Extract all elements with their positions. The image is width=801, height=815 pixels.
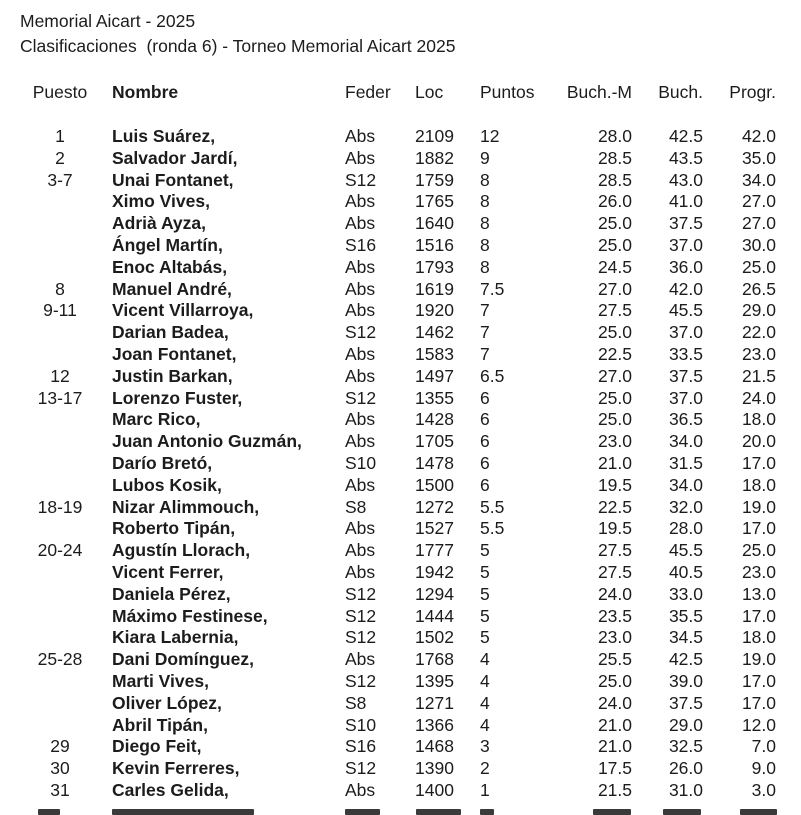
cell-puntos: 5 (480, 540, 490, 561)
cell-loc: 1583 (415, 343, 454, 364)
cell-buch: 37.5 (668, 692, 703, 713)
cell-nombre: Diego Feit, (112, 736, 202, 757)
column-header-buch: Buch. (658, 82, 703, 102)
cropped-text-fragment (593, 809, 631, 815)
cell-buch-m: 28.5 (597, 147, 632, 168)
cell-loc: 1462 (415, 322, 454, 343)
cell-loc: 1768 (415, 649, 454, 670)
cell-loc: 1765 (415, 191, 454, 212)
cell-buch: 42.0 (668, 278, 703, 299)
cell-progr: 34.0 (741, 169, 776, 190)
cell-loc: 1272 (415, 496, 454, 517)
table-row (0, 409, 801, 431)
cell-nombre: Nizar Alimmouch, (112, 496, 260, 517)
cell-feder: S12 (345, 670, 377, 691)
cell-feder: Abs (345, 561, 376, 582)
cell-progr: 21.5 (741, 365, 776, 386)
cell-puntos: 4 (480, 692, 490, 713)
cell-nombre: Lubos Kosik, (112, 474, 222, 495)
cell-puesto: 9-11 (43, 300, 77, 321)
cell-nombre: Joan Fontanet, (112, 343, 237, 364)
cell-nombre: Unai Fontanet, (112, 169, 234, 190)
cell-puntos: 3 (480, 736, 490, 757)
cell-feder: S10 (345, 452, 377, 473)
cell-nombre: Kiara Labernia, (112, 627, 239, 648)
cell-progr: 25.0 (741, 256, 776, 277)
cell-feder: Abs (345, 126, 376, 146)
cell-progr: 24.0 (741, 387, 776, 408)
cell-nombre: Darian Badea, (112, 322, 229, 343)
cell-loc: 1705 (415, 431, 454, 452)
cell-buch: 39.0 (668, 670, 703, 691)
table-row (0, 235, 801, 257)
cell-progr: 19.0 (741, 496, 776, 517)
cell-nombre: Juan Antonio Guzmán, (112, 431, 302, 452)
cell-buch-m: 17.5 (597, 758, 632, 779)
cell-puntos: 2 (480, 758, 490, 779)
table-row (0, 780, 801, 802)
table-header-row (0, 81, 801, 103)
cell-feder: Abs (345, 431, 376, 452)
cell-buch-m: 24.0 (597, 692, 632, 713)
cell-buch: 37.0 (668, 234, 703, 255)
table-row (0, 518, 801, 540)
cell-loc: 2109 (415, 126, 454, 146)
cell-feder: S16 (345, 736, 377, 757)
cell-buch-m: 21.5 (597, 779, 632, 800)
cell-feder: Abs (345, 409, 376, 430)
cell-buch-m: 25.0 (597, 234, 632, 255)
cropped-text-fragment (663, 809, 701, 815)
cell-loc: 1942 (415, 561, 454, 582)
cell-feder: S12 (345, 627, 377, 648)
cell-nombre: Kevin Ferreres, (112, 758, 240, 779)
cell-loc: 1428 (415, 409, 454, 430)
cell-nombre: Marc Rico, (112, 409, 201, 430)
column-header-progr: Progr. (729, 82, 776, 102)
cell-puntos: 6.5 (480, 365, 505, 386)
column-header-buch-m: Buch.-M (566, 82, 632, 102)
table-row (0, 584, 801, 606)
cell-loc: 1444 (415, 605, 454, 626)
column-header-puesto: Puesto (32, 82, 88, 102)
cell-nombre: Justin Barkan, (112, 365, 233, 386)
cell-puesto: 8 (55, 278, 65, 299)
cell-loc: 1882 (415, 147, 454, 168)
cell-loc: 1468 (415, 736, 454, 757)
cell-loc: 1478 (415, 452, 454, 473)
table-row (0, 736, 801, 758)
cell-nombre: Oliver López, (112, 692, 222, 713)
cell-puesto: 30 (50, 758, 70, 779)
cell-buch-m: 21.0 (597, 736, 632, 757)
cell-buch-m: 28.0 (597, 126, 632, 146)
cell-buch-m: 28.5 (597, 169, 632, 190)
cell-buch: 26.0 (668, 758, 703, 779)
cell-buch-m: 25.5 (597, 649, 632, 670)
cell-loc: 1390 (415, 758, 454, 779)
cell-progr: 17.0 (741, 452, 776, 473)
table-row (0, 170, 801, 192)
cropped-text-fragment (345, 809, 380, 815)
cell-nombre: Máximo Festinese, (112, 605, 268, 626)
cell-puntos: 6 (480, 452, 490, 473)
cell-buch-m: 23.0 (597, 431, 632, 452)
cell-progr: 26.5 (741, 278, 776, 299)
cropped-next-row (0, 808, 801, 815)
cell-progr: 17.0 (741, 518, 776, 539)
cell-puesto: 31 (50, 779, 70, 800)
cell-nombre: Vicent Ferrer, (112, 561, 224, 582)
table-row (0, 344, 801, 366)
cell-loc: 1619 (415, 278, 454, 299)
cell-nombre: Agustín Llorach, (112, 540, 251, 561)
cell-puesto: 13-17 (37, 387, 83, 408)
cell-buch: 34.0 (668, 431, 703, 452)
cropped-text-fragment (112, 809, 254, 815)
table-row (0, 257, 801, 279)
cell-progr: 23.0 (741, 561, 776, 582)
cell-puntos: 5 (480, 627, 490, 648)
cell-buch-m: 22.5 (597, 496, 632, 517)
cell-buch: 43.0 (668, 169, 703, 190)
cell-puesto: 20-24 (37, 540, 83, 561)
cell-progr: 22.0 (741, 322, 776, 343)
cell-feder: Abs (345, 256, 376, 277)
cell-buch-m: 25.0 (597, 213, 632, 234)
cell-feder: Abs (345, 365, 376, 386)
table-row (0, 606, 801, 628)
table-row (0, 475, 801, 497)
cell-buch: 31.5 (668, 452, 703, 473)
cell-feder: S16 (345, 234, 377, 255)
cell-puntos: 7 (480, 343, 490, 364)
cell-nombre: Darío Bretó, (112, 452, 213, 473)
cropped-text-fragment (416, 809, 461, 815)
cell-puntos: 8 (480, 213, 490, 234)
cell-loc: 1366 (415, 714, 454, 735)
cell-buch-m: 23.5 (597, 605, 632, 626)
cell-feder: S12 (345, 605, 377, 626)
cell-buch: 34.5 (668, 627, 703, 648)
cell-buch-m: 24.5 (597, 256, 632, 277)
cell-buch: 28.0 (668, 518, 703, 539)
cell-progr: 12.0 (741, 714, 776, 735)
cell-buch: 32.5 (668, 736, 703, 757)
cell-progr: 23.0 (741, 343, 776, 364)
cropped-text-fragment (480, 809, 494, 815)
cell-feder: Abs (345, 191, 376, 212)
cell-nombre: Abril Tipán, (112, 714, 208, 735)
cell-buch-m: 19.5 (597, 474, 632, 495)
cell-nombre: Salvador Jardí, (112, 147, 238, 168)
cell-puntos: 5.5 (480, 496, 505, 517)
cell-buch: 42.5 (668, 649, 703, 670)
cell-buch: 36.5 (668, 409, 703, 430)
cell-puntos: 12 (480, 126, 500, 146)
cell-progr: 17.0 (741, 692, 776, 713)
cell-nombre: Lorenzo Fuster, (112, 387, 243, 408)
cell-puesto: 3-7 (47, 169, 73, 190)
cell-buch: 43.5 (668, 147, 703, 168)
table-row (0, 715, 801, 737)
cell-progr: 27.0 (741, 191, 776, 212)
cell-buch-m: 19.5 (597, 518, 632, 539)
cell-feder: S12 (345, 169, 377, 190)
cell-progr: 20.0 (741, 431, 776, 452)
cell-buch-m: 25.0 (597, 409, 632, 430)
table-row (0, 388, 801, 410)
cell-loc: 1395 (415, 670, 454, 691)
cell-progr: 18.0 (741, 627, 776, 648)
cell-loc: 1502 (415, 627, 454, 648)
table-row (0, 540, 801, 562)
cell-progr: 18.0 (741, 474, 776, 495)
table-row (0, 453, 801, 475)
table-row (0, 562, 801, 584)
cell-nombre: Enoc Altabás, (112, 256, 228, 277)
cell-buch: 37.5 (668, 213, 703, 234)
table-row (0, 758, 801, 780)
cell-puntos: 1 (480, 779, 490, 800)
cell-feder: Abs (345, 649, 376, 670)
cell-buch-m: 27.5 (597, 300, 632, 321)
table-row (0, 497, 801, 519)
cell-puntos: 6 (480, 431, 490, 452)
cell-buch: 34.0 (668, 474, 703, 495)
cell-loc: 1497 (415, 365, 454, 386)
table-row (0, 213, 801, 235)
cell-loc: 1400 (415, 779, 454, 800)
cell-buch: 40.5 (668, 561, 703, 582)
cell-puntos: 7 (480, 300, 490, 321)
cell-buch: 42.5 (668, 126, 703, 146)
cell-loc: 1920 (415, 300, 454, 321)
table-row (0, 431, 801, 453)
cell-buch: 29.0 (668, 714, 703, 735)
cell-puntos: 8 (480, 234, 490, 255)
cell-feder: Abs (345, 779, 376, 800)
cell-puntos: 5 (480, 561, 490, 582)
cell-feder: S12 (345, 322, 377, 343)
cell-buch: 37.0 (668, 322, 703, 343)
table-row (0, 300, 801, 322)
cell-buch: 31.0 (668, 779, 703, 800)
cell-feder: Abs (345, 300, 376, 321)
table-row (0, 627, 801, 649)
cell-nombre: Manuel André, (112, 278, 232, 299)
cell-loc: 1640 (415, 213, 454, 234)
cell-buch-m: 27.5 (597, 540, 632, 561)
cell-buch-m: 27.0 (597, 278, 632, 299)
cell-nombre: Ximo Vives, (112, 191, 210, 212)
cell-buch-m: 27.0 (597, 365, 632, 386)
cell-feder: S10 (345, 714, 377, 735)
cell-buch-m: 27.5 (597, 561, 632, 582)
cell-loc: 1355 (415, 387, 454, 408)
cell-loc: 1516 (415, 234, 454, 255)
cell-progr: 30.0 (741, 234, 776, 255)
cell-progr: 13.0 (741, 583, 776, 604)
cell-puntos: 4 (480, 670, 490, 691)
cell-feder: Abs (345, 540, 376, 561)
cell-puntos: 5.5 (480, 518, 505, 539)
cell-puntos: 7 (480, 322, 490, 343)
cell-buch: 33.0 (668, 583, 703, 604)
cell-buch-m: 26.0 (597, 191, 632, 212)
cell-progr: 9.0 (751, 758, 776, 779)
cell-nombre: Dani Domínguez, (112, 649, 254, 670)
cell-puntos: 5 (480, 605, 490, 626)
cell-nombre: Ángel Martín, (112, 234, 223, 255)
cell-nombre: Carles Gelida, (112, 779, 229, 800)
cell-feder: S12 (345, 387, 377, 408)
table-row (0, 366, 801, 388)
table-row (0, 148, 801, 170)
cell-feder: S8 (345, 496, 367, 517)
table-row (0, 322, 801, 344)
cell-buch-m: 25.0 (597, 387, 632, 408)
cell-feder: Abs (345, 213, 376, 234)
cell-feder: S8 (345, 692, 367, 713)
cell-puntos: 6 (480, 409, 490, 430)
cell-buch: 41.0 (668, 191, 703, 212)
cell-progr: 25.0 (741, 540, 776, 561)
cell-buch: 35.5 (668, 605, 703, 626)
table-row (0, 671, 801, 693)
cropped-text-fragment (740, 809, 777, 815)
cell-progr: 35.0 (741, 147, 776, 168)
cell-puntos: 5 (480, 583, 490, 604)
cell-puntos: 4 (480, 649, 490, 670)
cell-buch: 36.0 (668, 256, 703, 277)
page-subtitle: Clasificaciones (ronda 6) - Torneo Memorial Aicart 2025 (20, 36, 456, 56)
cell-puntos: 8 (480, 169, 490, 190)
cell-loc: 1777 (415, 540, 454, 561)
cell-feder: S12 (345, 758, 377, 779)
table-row (0, 279, 801, 301)
column-header-loc: Loc (415, 82, 444, 102)
cell-loc: 1271 (415, 692, 454, 713)
table-row (0, 126, 801, 148)
cell-loc: 1500 (415, 474, 454, 495)
cropped-text-fragment (38, 809, 60, 815)
cell-buch-m: 24.0 (597, 583, 632, 604)
cell-loc: 1793 (415, 256, 454, 277)
cell-puntos: 8 (480, 256, 490, 277)
column-header-nombre: Nombre (112, 82, 179, 102)
cell-loc: 1759 (415, 169, 454, 190)
cell-puesto: 29 (50, 736, 70, 757)
cell-progr: 29.0 (741, 300, 776, 321)
cell-nombre: Vicent Villarroya, (112, 300, 254, 321)
cell-puntos: 8 (480, 191, 490, 212)
cell-nombre: Marti Vives, (112, 670, 209, 691)
cell-nombre: Daniela Pérez, (112, 583, 231, 604)
cell-puesto: 12 (50, 365, 70, 386)
cell-buch: 37.5 (668, 365, 703, 386)
cell-loc: 1294 (415, 583, 454, 604)
cell-puntos: 7.5 (480, 278, 505, 299)
cell-nombre: Roberto Tipán, (112, 518, 236, 539)
cell-feder: Abs (345, 147, 376, 168)
cell-buch: 33.5 (668, 343, 703, 364)
cell-puesto: 25-28 (37, 649, 83, 670)
cell-puesto: 18-19 (37, 496, 83, 517)
cell-puesto: 2 (55, 147, 65, 168)
cell-puntos: 4 (480, 714, 490, 735)
cell-progr: 19.0 (741, 649, 776, 670)
cell-buch-m: 23.0 (597, 627, 632, 648)
cell-progr: 17.0 (741, 605, 776, 626)
page-title: Memorial Aicart - 2025 (20, 11, 196, 31)
cell-puntos: 6 (480, 387, 490, 408)
cell-loc: 1527 (415, 518, 454, 539)
cell-feder: Abs (345, 518, 376, 539)
cell-nombre: Adrià Ayza, (112, 213, 207, 234)
cell-progr: 17.0 (741, 670, 776, 691)
cell-feder: Abs (345, 278, 376, 299)
column-header-feder: Feder (345, 82, 391, 102)
cell-buch: 37.0 (668, 387, 703, 408)
cell-buch: 32.0 (668, 496, 703, 517)
cell-progr: 18.0 (741, 409, 776, 430)
cell-puesto: 1 (55, 126, 65, 146)
cell-buch-m: 21.0 (597, 714, 632, 735)
table-row (0, 649, 801, 671)
cell-feder: Abs (345, 474, 376, 495)
cell-nombre: Luis Suárez, (112, 126, 216, 146)
cell-buch-m: 22.5 (597, 343, 632, 364)
table-row (0, 693, 801, 715)
cell-progr: 3.0 (751, 779, 776, 800)
cell-puntos: 9 (480, 147, 490, 168)
cell-progr: 7.0 (751, 736, 776, 757)
cell-buch: 45.5 (668, 540, 703, 561)
cell-puntos: 6 (480, 474, 490, 495)
cell-buch-m: 25.0 (597, 670, 632, 691)
cell-progr: 42.0 (741, 126, 776, 146)
cell-buch-m: 21.0 (597, 452, 632, 473)
column-header-puntos: Puntos (480, 82, 535, 102)
cell-feder: Abs (345, 343, 376, 364)
cell-buch-m: 25.0 (597, 322, 632, 343)
table-body (0, 126, 801, 802)
cell-feder: S12 (345, 583, 377, 604)
table-row (0, 191, 801, 213)
cell-buch: 45.5 (668, 300, 703, 321)
cell-progr: 27.0 (741, 213, 776, 234)
